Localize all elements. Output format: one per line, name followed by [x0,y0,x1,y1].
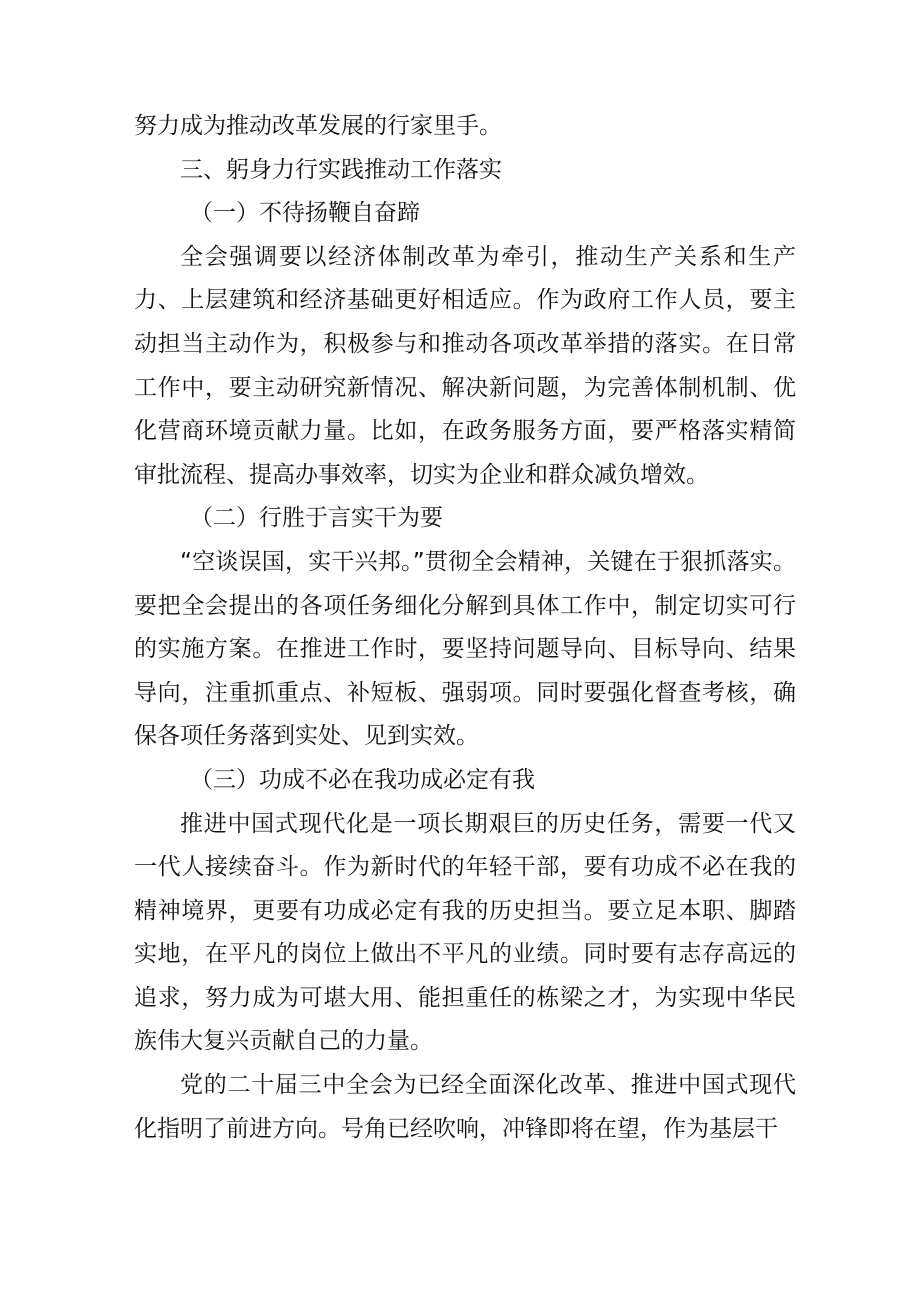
subsection-heading-3: （三）功成不必在我功成必定有我 [190,766,535,793]
closing-paragraph: 党的二十届三中全会为已经全面深化改革、推进中国式现代化指明了前进方向。号角已经吹响，冲锋即将在望，作为基层干 [134,1072,796,1142]
document-body [134,105,796,1151]
section-heading: 三、躬身力行实践推动工作落实 [180,156,502,183]
subsection-heading-1: （一）不待扬鞭自奋蹄 [190,200,420,227]
subsection-paragraph-3: 推进中国式现代化是一项长期艰巨的历史任务，需要一代又一代人接续奋斗。作为新时代的年轻干部，要有功成不必在我的精神境界，更要有功成必定有我的历史担当。要立足本职、脚踏实地，在平凡的岗位上做出不平凡的业绩。同时要有志存高远的追求，努力成为可堪大用、能担重任的栋梁之才，为实现中华民族伟大复兴贡献自己的力量。 [134,810,796,1055]
subsection-heading-2: （二）行胜于言实干为要 [190,505,443,532]
continuation-paragraph: 努力成为推动改革发展的行家里手。 [134,113,502,139]
subsection-paragraph-2: “空谈误国，实干兴邦。”贯彻全会精神，关键在于狠抓落实。要把全会提出的各项任务细化分解到具体工作中，制定切实可行的实施方案。在推进工作时，要坚持问题导向、目标导向、结果导向，注重抓重点、补短板、强弱项。同时要强化督查考核，确保各项任务落到实处、见到实效。 [134,548,796,750]
subsection-paragraph-1: 全会强调要以经济体制改革为牵引，推动生产关系和生产力、上层建筑和经济基础更好相适应。作为政府工作人员，要主动担当主动作为，积极参与和推动各项改革举措的落实。在日常工作中，要主动研究新情况、解决新问题，为完善体制机制、优化营商环境贡献力量。比如，在政务服务方面，要严格落实精简审批流程、提高办事效率，切实为企业和群众减负增效。 [134,243,796,488]
